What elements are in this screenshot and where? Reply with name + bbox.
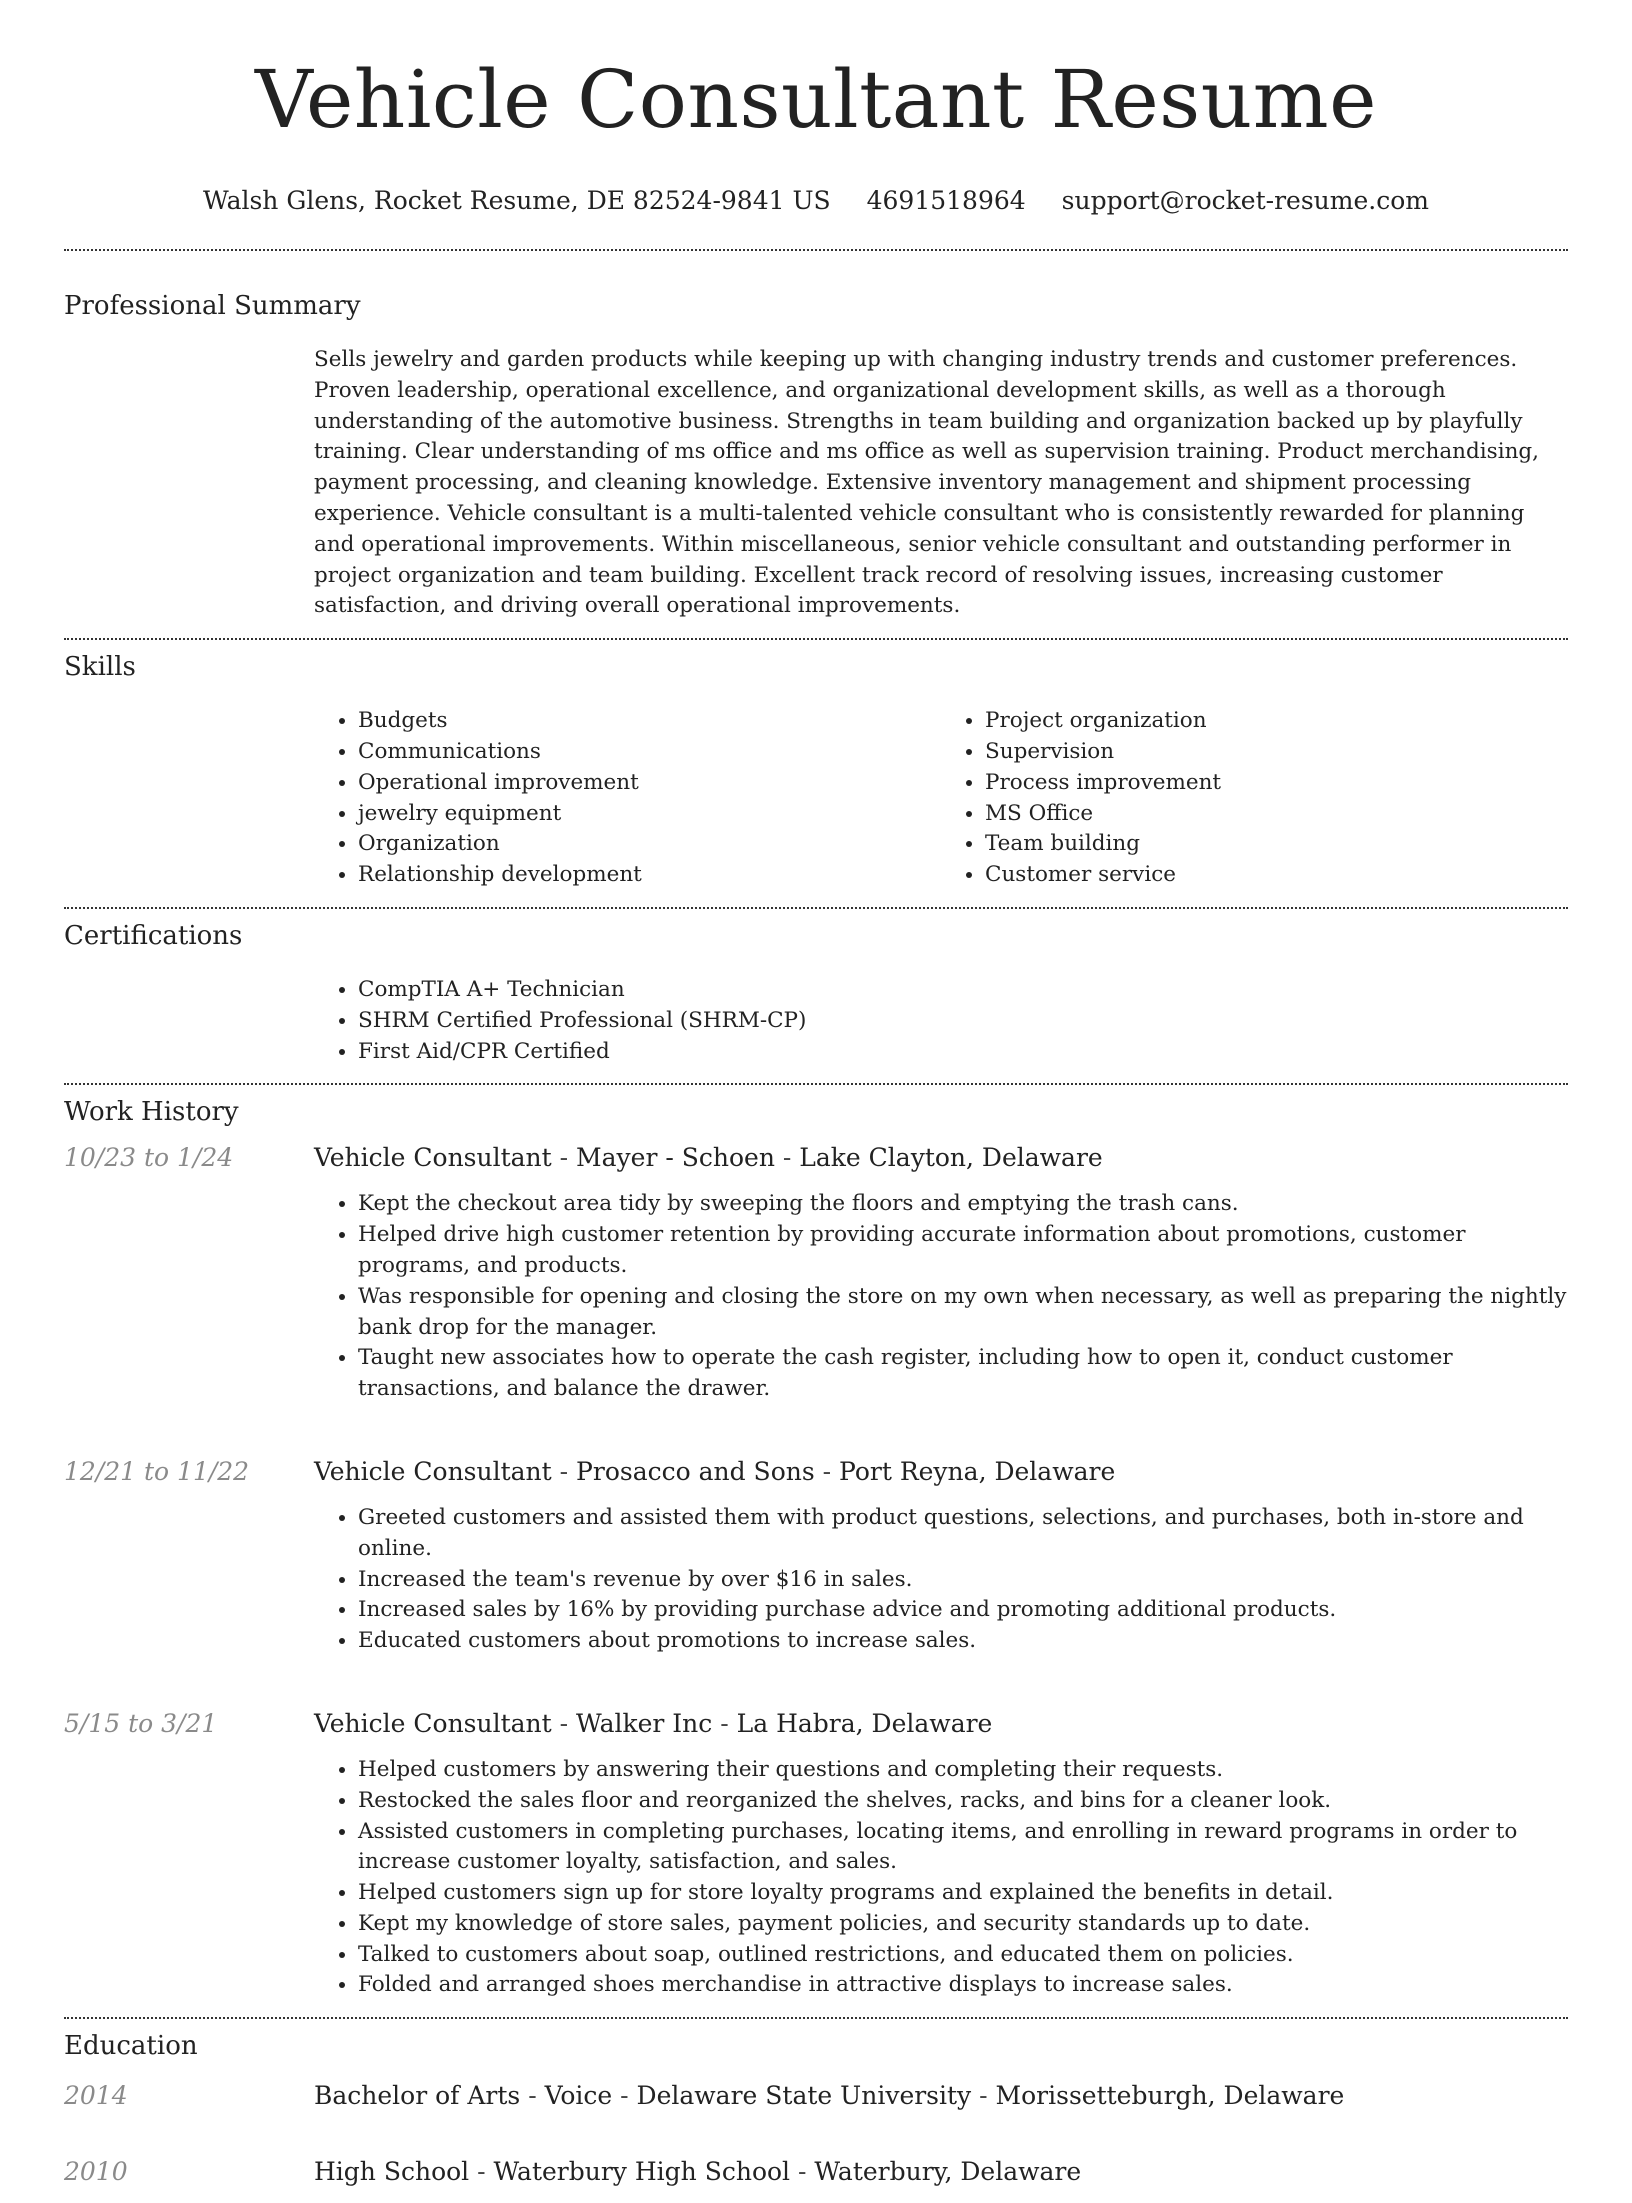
separator: - (551, 1456, 577, 1486)
job-bullets (314, 1503, 1568, 1657)
list-item: • Process improvement (985, 768, 1568, 799)
separator: - (551, 1143, 577, 1173)
list-item: • Helped customers sign up for store loyalty programs and explained the benefits in detail. (358, 1878, 1568, 1909)
list-item: • Kept my knowledge of store sales, payment policies, and security standards up to date. (358, 1909, 1568, 1940)
list-item: • Helped customers by answering their questions and completing their requests. (358, 1755, 1568, 1786)
job-role: Vehicle Consultant (314, 1456, 552, 1486)
job-company: Prosacco and Sons (576, 1456, 815, 1486)
job-role: Vehicle Consultant (314, 1708, 552, 1738)
list-item: • jewelry equipment (358, 799, 941, 830)
education-entry (64, 2155, 1568, 2203)
job-company: Mayer - Schoen (576, 1143, 775, 1173)
list-item: • Increased the team's revenue by over $16 in sales. (358, 1565, 1568, 1596)
list-item: • Relationship development (358, 860, 941, 891)
work-heading: Work History (64, 1097, 239, 1128)
education-school: Delaware State University (636, 2081, 972, 2111)
job-title (314, 1455, 1568, 1489)
education-degree: High School (314, 2157, 470, 2187)
list-item: • Communications (358, 737, 941, 768)
separator: - (790, 2157, 815, 2187)
education-date: 2010 (64, 2157, 128, 2187)
skills-heading: Skills (64, 652, 136, 683)
certifications-list (314, 975, 1568, 1067)
skills-section (64, 640, 1568, 907)
summary-section (64, 251, 1568, 638)
education-location: Waterbury, Delaware (814, 2157, 1082, 2187)
list-item: • Budgets (358, 706, 941, 737)
separator: - (774, 1143, 800, 1173)
list-item: • Taught new associates how to operate the cash register, including how to open it, conduct customer transactions, and balance the drawer. (358, 1343, 1568, 1405)
resume-title: Vehicle Consultant Resume (255, 53, 1377, 146)
list-item: • Was responsible for opening and closing the store on my own when necessary, as well as preparing the nightly bank drop for the manager. (358, 1282, 1568, 1344)
separator: - (814, 1456, 840, 1486)
contact-phone: 4691518964 (866, 186, 1026, 215)
contact-address: Walsh Glens, Rocket Resume, DE 82524-9841 US (203, 186, 831, 215)
separator: - (612, 2081, 637, 2111)
separator: - (551, 1708, 577, 1738)
job-date: 12/21 to 11/22 (64, 1456, 250, 1486)
list-item: • Organization (358, 829, 941, 860)
list-item: • Kept the checkout area tidy by sweeping the floors and emptying the trash cans. (358, 1189, 1568, 1220)
education-heading: Education (64, 2031, 198, 2062)
list-item: • Greeted customers and assisted them with product questions, selections, and purchases, both in-store and online. (358, 1503, 1568, 1565)
list-item: • Helped drive high customer retention by providing accurate information about promotions, customer programs, and products. (358, 1220, 1568, 1282)
education-degree: Bachelor of Arts (314, 2081, 521, 2111)
certifications-section (64, 909, 1568, 1083)
list-item: • CompTIA A+ Technician (358, 975, 1568, 1006)
education-date: 2014 (64, 2081, 128, 2111)
job-title (314, 1707, 1568, 1741)
education-school: Waterbury High School (493, 2157, 791, 2187)
education-field: Voice (544, 2081, 613, 2111)
education-section (64, 2019, 1568, 2203)
contact-email: support@rocket-resume.com (1061, 186, 1429, 215)
certifications-heading: Certifications (64, 920, 243, 951)
separator: - (971, 2081, 996, 2111)
list-item: • Project organization (985, 706, 1568, 737)
education-entry (64, 2079, 1568, 2127)
job-entry (64, 1707, 1568, 2017)
work-section (64, 1085, 1568, 2017)
summary-text: Sells jewelry and garden products while keeping up with changing industry trends and customer preferences. Proven leadership, operational excellence, and organizational development skills, as well as a thorough understanding of the automotive business. Strengths in team building and organization backed up by playfully training. Clear understanding of ms office and ms office as well as supervision training. Product merchandising, payment processing, and cleaning knowledge. Extensive inventory management and shipment processing experience. Vehicle consultant is a multi-talented vehicle consultant who is consistently rewarded for planning and operational improvements. Within miscellaneous, senior vehicle consultant and outstanding performer in project organization and team building. Excellent track record of resolving issues, increasing customer satisfaction, and driving overall operational improvements. (314, 347, 1540, 619)
list-item: • SHRM Certified Professional (SHRM-CP) (358, 1006, 1568, 1037)
job-entry (64, 1141, 1568, 1445)
list-item: • Restocked the sales floor and reorganized the shelves, racks, and bins for a cleaner look. (358, 1786, 1568, 1817)
job-date: 10/23 to 1/24 (64, 1143, 234, 1173)
list-item: • Assisted customers in completing purchases, locating items, and enrolling in reward programs in order to increase customer loyalty, satisfaction, and sales. (358, 1817, 1568, 1879)
job-location: Lake Clayton, Delaware (799, 1143, 1103, 1173)
education-title (314, 2079, 1344, 2113)
job-bullets (314, 1189, 1568, 1405)
list-item: • Customer service (985, 860, 1568, 891)
list-item: • Increased sales by 16% by providing purchase advice and promoting additional products. (358, 1595, 1568, 1626)
job-location: La Habra, Delaware (736, 1708, 993, 1738)
job-role: Vehicle Consultant (314, 1143, 552, 1173)
separator: - (520, 2081, 545, 2111)
skills-list-right (941, 706, 1568, 891)
list-item: • First Aid/CPR Certified (358, 1037, 1568, 1068)
job-company: Walker Inc (576, 1708, 713, 1738)
summary-heading: Professional Summary (64, 291, 361, 321)
skills-list-left (314, 706, 941, 891)
list-item: • Supervision (985, 737, 1568, 768)
separator: - (469, 2157, 494, 2187)
education-location: Morissetteburgh, Delaware (995, 2081, 1345, 2111)
list-item: • Folded and arranged shoes merchandise in attractive displays to increase sales. (358, 1970, 1568, 2001)
list-item: • Team building (985, 829, 1568, 860)
separator: - (712, 1708, 737, 1738)
education-title (314, 2155, 1081, 2189)
list-item: • Talked to customers about soap, outlined restrictions, and educated them on policies. (358, 1940, 1568, 1971)
job-location: Port Reyna, Delaware (839, 1456, 1116, 1486)
contact-info (64, 186, 1568, 215)
job-bullets (314, 1755, 1568, 2001)
list-item: • Educated customers about promotions to increase sales. (358, 1626, 1568, 1657)
job-entry (64, 1455, 1568, 1697)
list-item: • Operational improvement (358, 768, 941, 799)
job-title (314, 1141, 1568, 1175)
job-date: 5/15 to 3/21 (64, 1708, 218, 1738)
list-item: • MS Office (985, 799, 1568, 830)
